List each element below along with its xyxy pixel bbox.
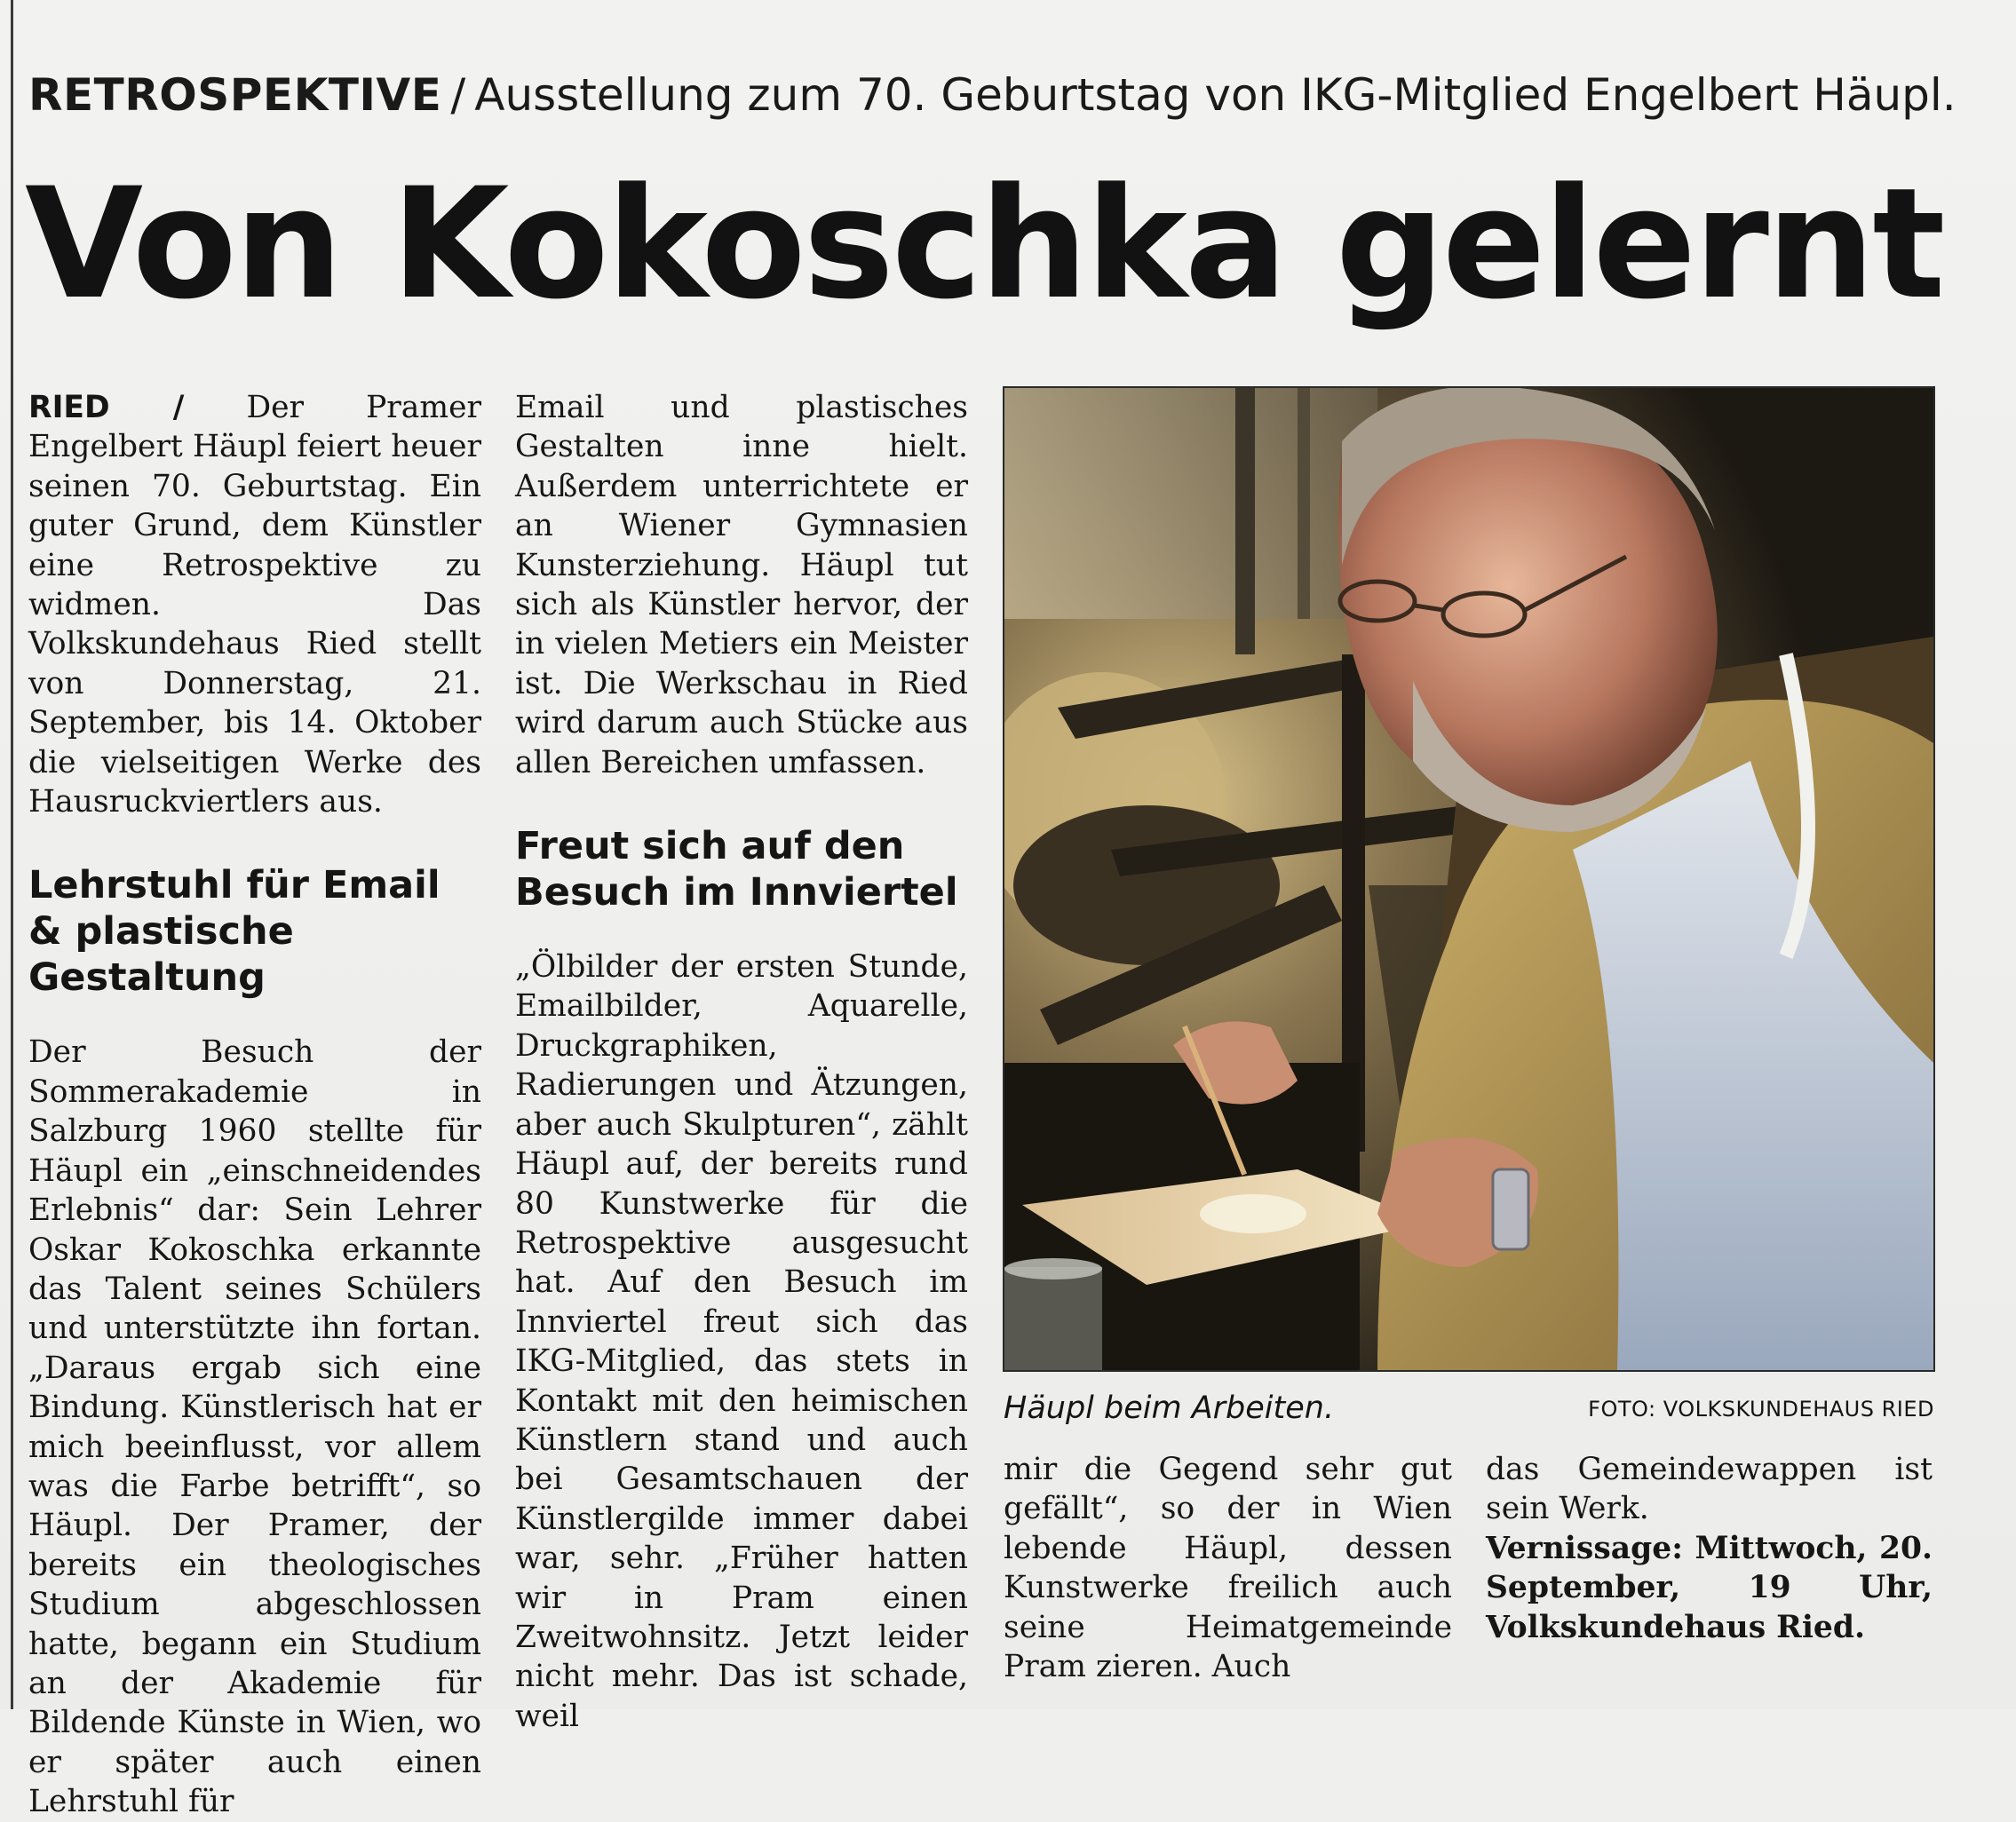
dateline: RIED / — [28, 390, 185, 425]
kicker-separator: / — [450, 69, 466, 121]
column-rule — [11, 0, 13, 1709]
photo-credit: FOTO: VOLKSKUNDEHAUS RIED — [1588, 1397, 1934, 1422]
kicker-text: Ausstellung zum 70. Geburtstag von IKG-Mitglied Engelbert Häupl. — [474, 69, 1956, 121]
headline: Von Kokoschka gelernt — [25, 154, 1943, 333]
article-column-2 — [515, 388, 968, 1736]
subheading-1: Lehrstuhl für Email & plastische Gestaltung — [28, 863, 441, 1001]
section-2-body: „Ölbilder der ersten Stunde, Emailbilder, Aquarelle, Druckgraphiken, Radierungen und Ätzungen, aber auch Skulpturen“, zählt Häupl auf, der bereits rund 80 Kunstwerke für die Retrospektive ausgesucht hat. Auf den Besuch im Innviertel freut sich das IKG-Mitglied, das stets in Kontakt mit den heimischen Künstlern stand und auch bei Gesamtschauen der Künstlergilde immer dabei war, sehr. „Früher hatten wir in Pram einen Zweitwohnsitz. Jetzt leider nicht mehr. Das ist schade, weil — [515, 949, 968, 1734]
article-photo — [1003, 386, 1935, 1372]
vernissage-info: Vernissage: Mittwoch, 20. September, 19 Uhr, Volkskundehaus Ried. — [1486, 1530, 1933, 1645]
photo-caption-bar — [1004, 1386, 1936, 1430]
kicker-label: RETROSPEKTIVE — [28, 69, 442, 121]
intro-text: Der Pramer Engelbert Häupl feiert heuer seinen 70. Geburtstag. Ein guter Grund, dem Künstler eine Retrospektive zu widmen. Das Volkskundehaus Ried stellt von Donnerstag, 21. September, bis 14. Oktober die vielseitigen Werke des Hausruckviertlers aus. — [28, 390, 481, 820]
intro-paragraph — [28, 388, 481, 821]
subheading-2: Freut sich auf den Besuch im Innviertel — [515, 824, 958, 915]
kicker-line — [28, 64, 1956, 126]
article-column-3 — [1004, 1450, 1452, 1686]
photo-caption: Häupl beim Arbeiten. — [1004, 1390, 1335, 1426]
section-1-body: Der Besuch der Sommerakademie in Salzburg 1960 stellte für Häupl ein „einschneidendes Erlebnis“ dar: Sein Lehrer Oskar Kokoschka erkannte das Talent seines Schülers und unterstützte ihn fortan. „Daraus ergab sich eine Bindung. Künstlerisch hat er mich beeinflusst, vor allem was die Farbe betrifft“, so Häupl. Der Pramer, der bereits ein theologisches Studium abgeschlossen hatte, begann ein Studium an der Akademie für Bildende Künste in Wien, wo er später auch einen Lehrstuhl für — [28, 1034, 481, 1820]
column-4-text: das Gemeindewappen ist sein Werk. — [1486, 1452, 1933, 1527]
column-2-intro: Email und plastisches Gestalten inne hielt. Außerdem unterrichtete er an Wiener Gymnasien Kunsterziehung. Häupl tut sich als Künstler hervor, der in vielen Metiers ein Meister ist. Die Werkschau in Ried wird darum auch Stücke aus allen Bereichen umfassen. — [515, 390, 968, 780]
column-3-text: mir die Gegend sehr gut gefällt“, so der in Wien lebende Häupl, dessen Kunstwerke freilich auch seine Heimatgemeinde Pram zieren. Auch — [1004, 1452, 1452, 1685]
article-column-1 — [28, 388, 481, 1822]
article-column-4 — [1486, 1450, 1933, 1647]
artist-photo-illustration — [1004, 388, 1933, 1370]
